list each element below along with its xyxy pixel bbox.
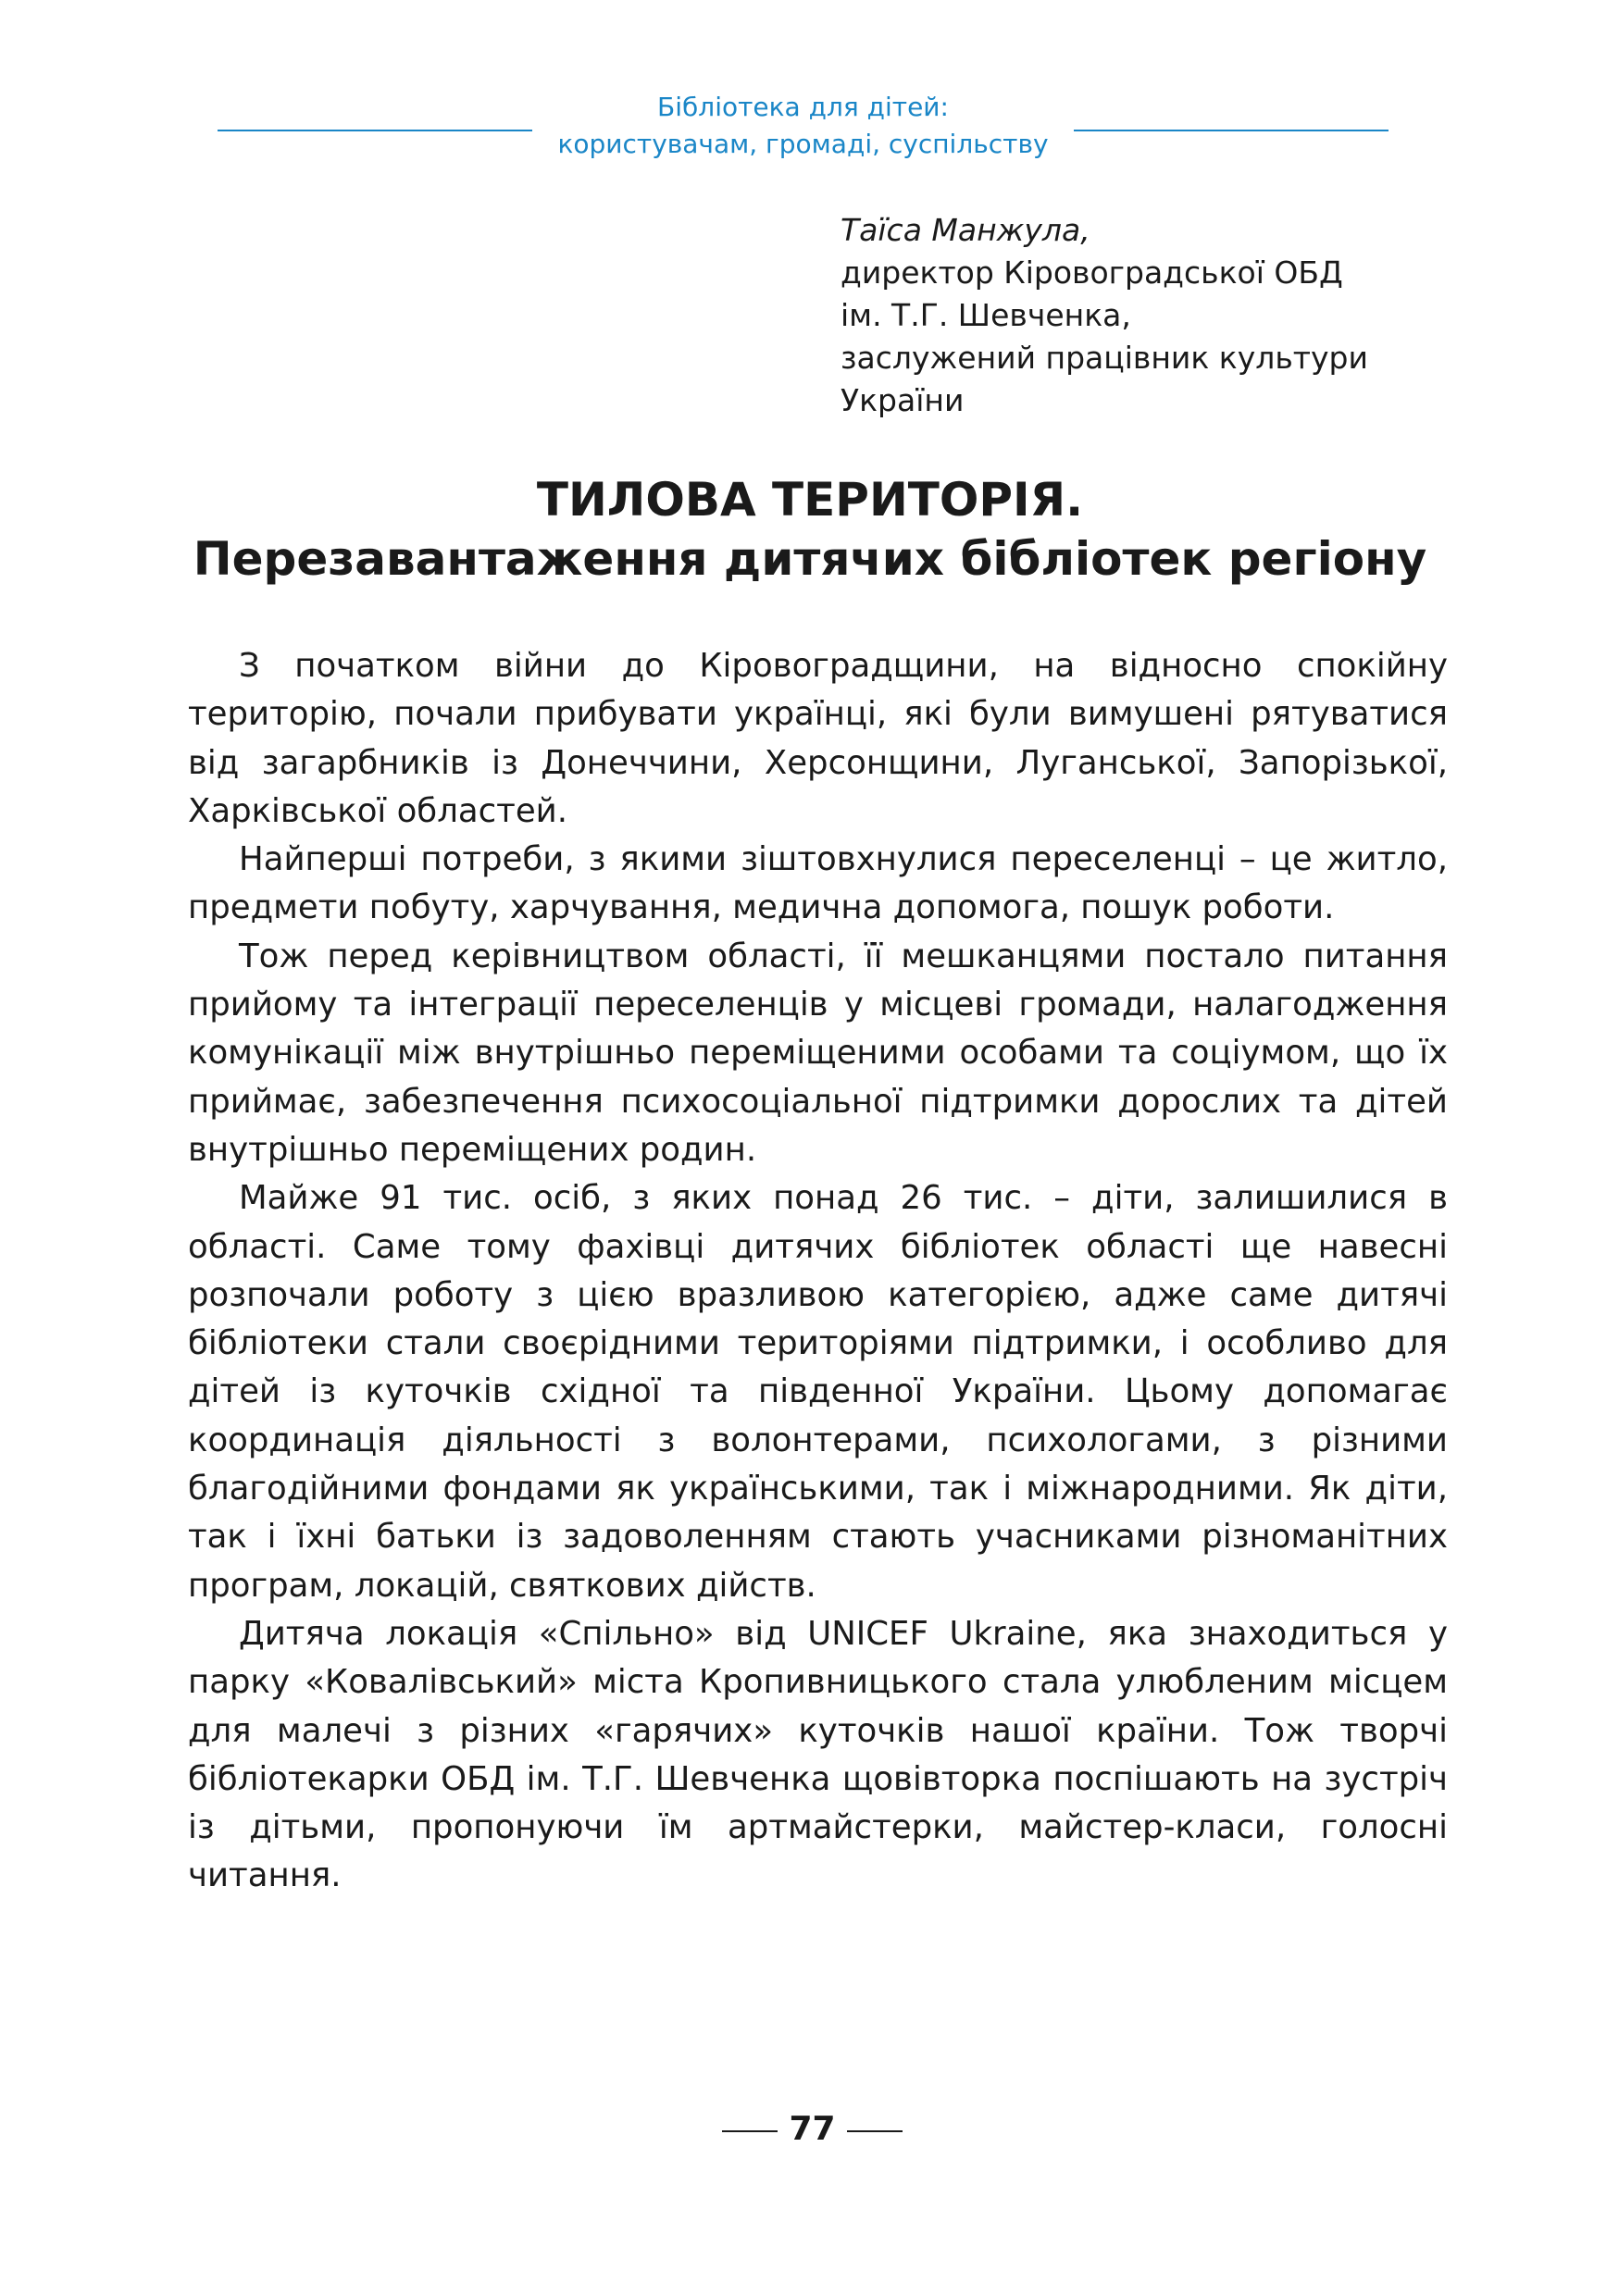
paragraph: Майже 91 тис. осіб, з яких понад 26 тис. – діти, залишилися в області. Саме тому фахівці дитячих бібліотек області ще навесні розпочали роботу з цією вразливою категорією, адже саме дитячі бібліотеки стали своєрідними територіями підтримки, і особливо для дітей із куточків східної та південної України. Цьому допомагає координація діяльності з волонтерами, психологами, з різними благодійними фондами як українськими, так і міжнародними. Як діти, так і їхні батьки із задоволенням стають учасниками різноманітних програм, локацій, святкових дійств.	[188, 1179, 1448, 1605]
header-line-2: користувачам, громаді, суспільству	[557, 129, 1049, 159]
page-number: 77	[789, 2110, 836, 2148]
paragraph: Дитяча локація «Спільно» від UNICEF Ukraine, яка знаходиться у парку «Ковалівський» міста Кропивницького стала улюбленим місцем для малечі з різних «гарячих» куточків нашої країни. Тож творчі бібліотекарки ОБД ім. Т.Г. Шевченка щовівторка поспішають на зустріч із дітьми, пропонуючи їм артмайстерки, майстер-класи, голосні читання.	[188, 1614, 1448, 1895]
header-rule-left	[218, 130, 532, 131]
author-block	[841, 209, 1488, 422]
paragraph: З початком війни до Кіровоградщини, на відносно спокійну територію, почали прибувати українці, які були вимушені рятуватися від загарбників із Донеччини, Херсонщини, Луганської, Запорізької, Харківської областей.	[188, 647, 1448, 830]
running-header	[0, 89, 1619, 172]
author-role-line-4: України	[841, 382, 965, 418]
author-role-line-2: ім. Т.Г. Шевченка,	[841, 297, 1131, 333]
author-role-line-1: директор Кіровоградської ОБД	[841, 254, 1343, 291]
article-body	[188, 642, 1448, 1901]
paragraph: Тож перед керівництвом області, її мешканцями постало питання прийому та інтеграції переселенців у місцеві громади, налагодження комунікації між внутрішньо переміщеними особами та соціумом, що їх приймає, забезпечення психосоціальної підтримки дорослих та дітей внутрішньо переміщених родин.	[188, 937, 1448, 1169]
author-name: Таїса Манжула,	[841, 212, 1090, 248]
article-title	[139, 470, 1481, 589]
header-line-1: Бібліотека для дітей:	[657, 92, 949, 122]
title-line-2: Перезавантаження дитячих бібліотек регіону	[193, 532, 1427, 586]
header-rule-right	[1074, 130, 1389, 131]
footer-rule-right	[847, 2130, 903, 2132]
author-role-line-3: заслужений працівник культури	[841, 340, 1368, 376]
title-line-1: ТИЛОВА ТЕРИТОРІЯ.	[536, 473, 1084, 527]
page-footer	[0, 2106, 1619, 2153]
paragraph: Найперші потреби, з якими зіштовхнулися переселенці – це житло, предмети побуту, харчування, медична допомога, пошук роботи.	[188, 840, 1448, 927]
footer-rule-left	[722, 2130, 778, 2132]
header-title	[532, 89, 1074, 163]
